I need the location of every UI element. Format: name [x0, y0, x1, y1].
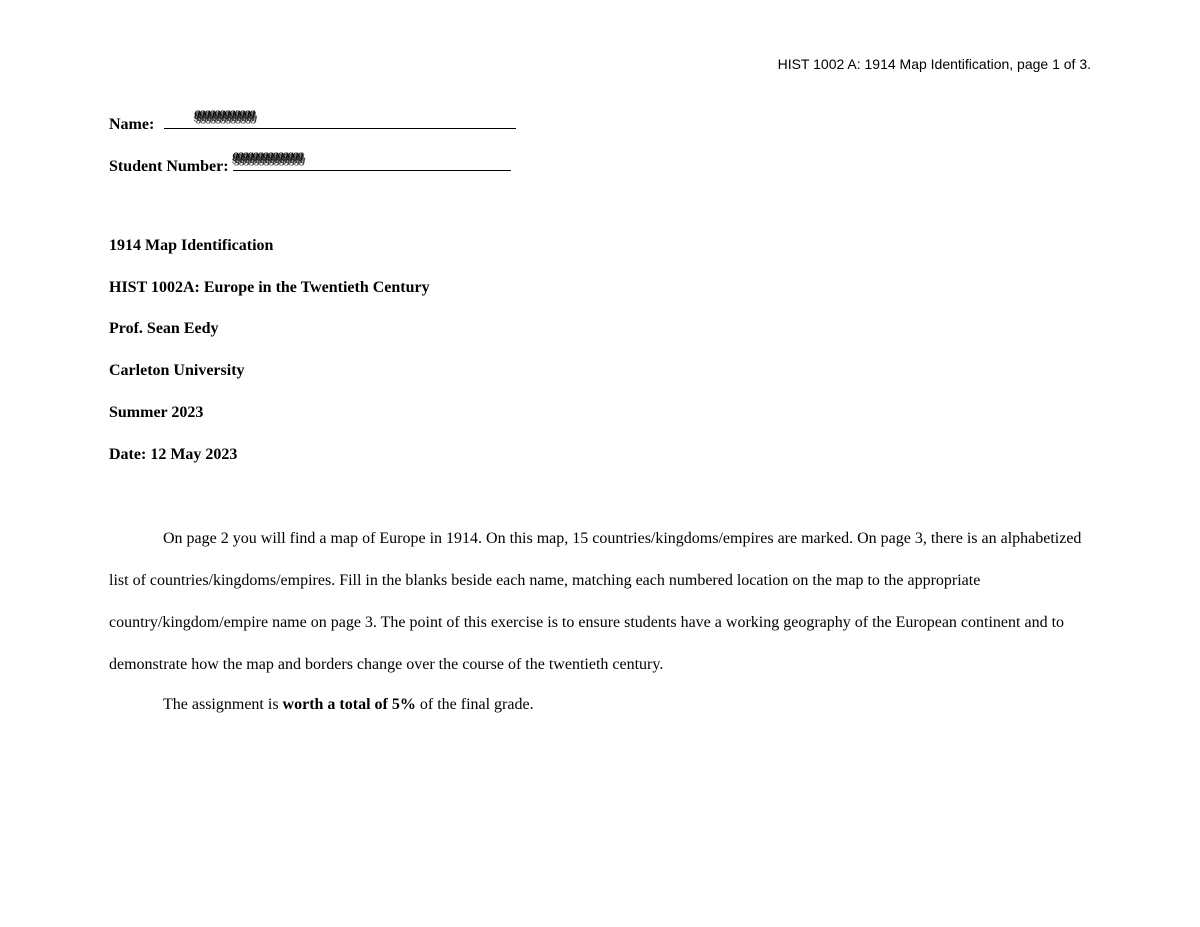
grade-weight: worth a total of 5%: [282, 696, 416, 713]
student-number-blank-line[interactable]: [232, 147, 511, 171]
term: Summer 2023: [109, 404, 204, 421]
student-number-field: [109, 147, 511, 176]
document-title: 1914 Map Identification: [109, 237, 274, 254]
name-label: Name:: [109, 116, 155, 133]
student-number-label: Student Number:: [109, 158, 229, 175]
instructions-paragraph: [109, 518, 1085, 686]
university-name: Carleton University: [109, 362, 245, 379]
grade-suffix: of the final grade.: [415, 696, 534, 713]
student-number-handwriting: gggggggggggggg: [232, 147, 303, 161]
instructions-text: On page 2 you will find a map of Europe in 1914. On this map, 15 countries/kingdoms/empires are marked. On page 3, there is an alphabetized list of countries/kingdoms/empires. Fill in the blanks beside each name, matching each numbered location on the map to the appropriate country/kingdom/empire name on page 3. The point of this exercise is to ensure students have a working geography of the European continent and to demonstrate how the map and borders change over the course of the twentieth century.: [109, 530, 1082, 673]
name-field: [109, 105, 516, 134]
running-header: HIST 1002 A: 1914 Map Identification, page 1 of 3.: [777, 56, 1091, 72]
professor-name: Prof. Sean Eedy: [109, 320, 219, 337]
name-blank-line[interactable]: [164, 105, 516, 129]
grade-prefix: The assignment is: [163, 696, 283, 713]
assignment-date: Date: 12 May 2023: [109, 446, 238, 463]
course-name: HIST 1002A: Europe in the Twentieth Century: [109, 279, 430, 296]
name-handwriting: gggggggggggg: [194, 105, 255, 119]
grade-paragraph: [109, 684, 1085, 726]
